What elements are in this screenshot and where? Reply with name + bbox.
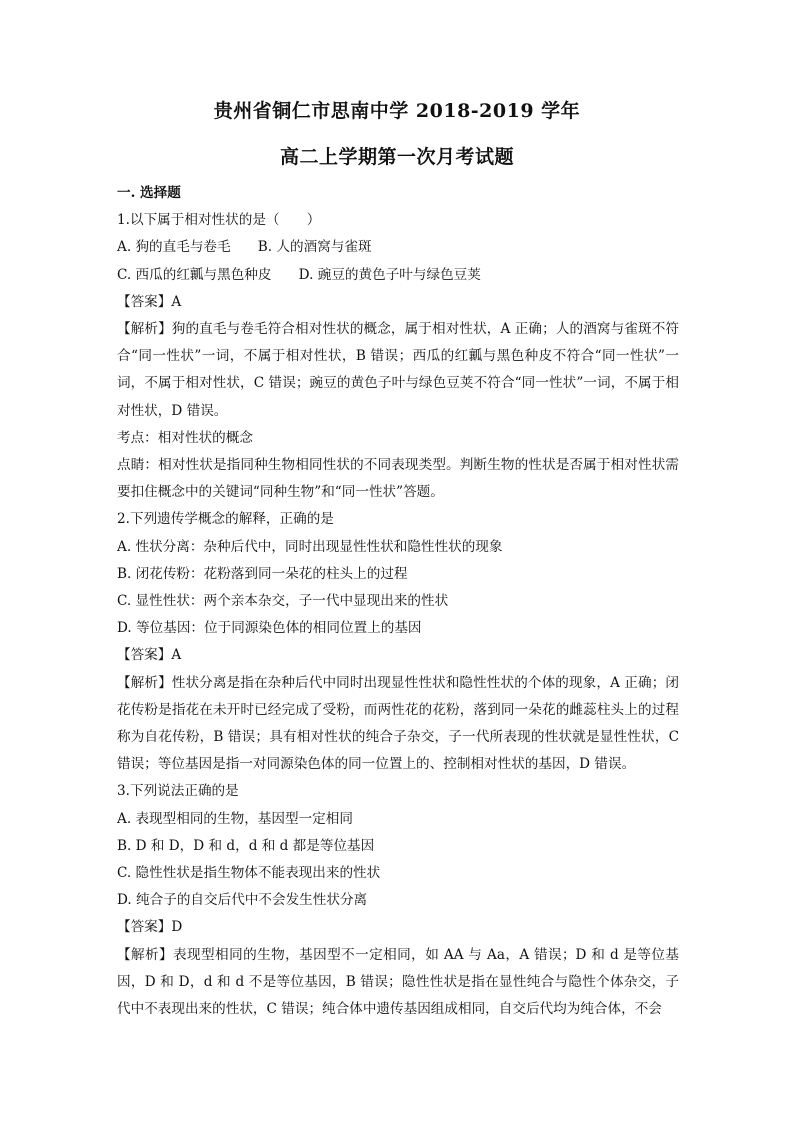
question-2: 2.下列遗传学概念的解释，正确的是 bbox=[117, 511, 334, 528]
question-2-option-b: B. 闭花传粉：花粉落到同一朵花的柱头上的过程 bbox=[117, 565, 408, 582]
question-2-option-c: C. 显性性状：两个亲本杂交，子一代中显现出来的性状 bbox=[117, 593, 449, 610]
question-3-option-c: C. 隐性性状是指生物体不能表现出来的性状 bbox=[117, 865, 381, 882]
question-3-option-d: D. 纯合子的自交后代中不会发生性状分离 bbox=[117, 892, 368, 909]
document-body bbox=[117, 180, 679, 1023]
question-1-answer: 【答案】A bbox=[117, 293, 182, 310]
question-1-options-ab: A. 狗的直毛与卷毛 B. 人的酒窝与雀斑 bbox=[117, 239, 372, 256]
question-2-analysis: 【解析】性状分离是指在杂种后代中同时出现显性性状和隐性性状的个体的现象，A 正确；闭花传粉是指花在未开时已经完成了受粉，而两性花的花粉，落到同一朵花的雌蕊柱头上的过程称为自花传粉，B 错误；具有相对性状的纯合子杂交，子一代所表现的性状就是显性性状，C 错误；等位基因是指一对同源染色体的同一位置上的、控制相对性状的基因，D 错误。 bbox=[117, 674, 679, 773]
question-3-option-b: B. D 和 D，D 和 d，d 和 d 都是等位基因 bbox=[117, 837, 375, 854]
question-1-analysis: 【解析】狗的直毛与卷毛符合相对性状的概念，属于相对性状，A 正确；人的酒窝与雀斑不符合“同一性状”一词，不属于相对性状，B 错误；西瓜的红瓤与黑色种皮不符合“同一性状”一词，不属于相对性状，C 错误；豌豆的黄色子叶与绿色豆荚不符合“同一性状”一词，不属于相对性状，D 错误。 bbox=[117, 321, 679, 419]
question-3-answer: 【答案】D bbox=[117, 919, 183, 936]
question-1-tip: 点睛：相对性状是指同种生物相同性状的不同表现类型。判断生物的性状是否属于相对性状需要扣住概念中的关键词“同种生物”和“同一性状”答题。 bbox=[117, 457, 679, 501]
question-2-option-a: A. 性状分离：杂种后代中，同时出现显性性状和隐性性状的现象 bbox=[117, 538, 503, 555]
question-3-option-a: A. 表现型相同的生物，基因型一定相同 bbox=[117, 810, 353, 827]
question-1: 1.以下属于相对性状的是（ ） bbox=[117, 212, 321, 229]
question-3-analysis: 【解析】表现型相同的生物，基因型不一定相同，如 AA 与 Aa，A 错误；D 和 d 是等位基因，D 和 D，d 和 d 不是等位基因，B 错误；隐性性状是指在显性纯合与隐性个体杂交，子代中不表现出来的性状，C 错误；纯合体中遗传基因组成相同，自交后代均为纯合体，不会 bbox=[117, 946, 679, 1018]
document-title-line-1: 贵州省铜仁市思南中学 2018-2019 学年 bbox=[213, 100, 581, 122]
question-3: 3.下列说法正确的是 bbox=[117, 783, 239, 800]
question-2-option-d: D. 等位基因：位于同源染色体的相同位置上的基因 bbox=[117, 620, 422, 637]
document-title-line-2: 高二上学期第一次月考试题 bbox=[279, 146, 514, 168]
question-1-point: 考点：相对性状的概念 bbox=[117, 429, 253, 446]
question-2-answer: 【答案】A bbox=[117, 647, 182, 664]
section-heading: 一. 选择题 bbox=[117, 185, 181, 201]
question-1-options-cd: C. 西瓜的红瓤与黑色种皮 D. 豌豆的黄色子叶与绿色豆荚 bbox=[117, 266, 481, 283]
